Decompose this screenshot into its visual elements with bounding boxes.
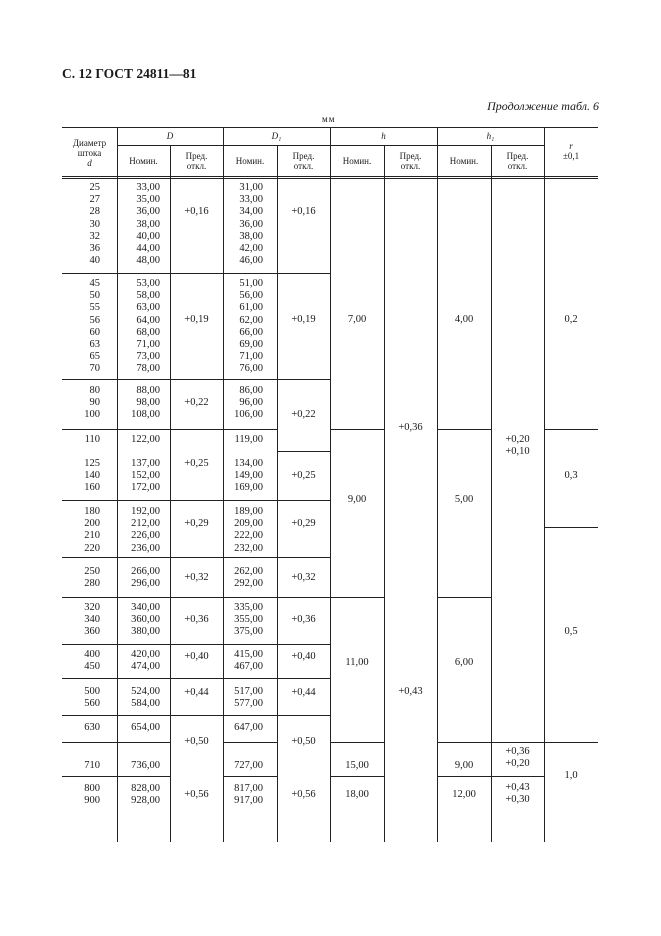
h1-nominal: 9,00 [454,760,474,771]
D1-nominal-values: 189,00 209,00 222,00 232,00 [234,506,263,554]
column-header-h1: h₁ [486,131,495,141]
diameter-values: 250 280 [84,566,100,590]
D-nominal-values: 192,00 212,00 226,00 236,00 [131,506,160,554]
D1-tolerance: +0,25 [291,470,316,481]
D-tolerance: +0,32 [184,572,209,583]
D1-nominal-values: 817,00 917,00 [234,783,263,807]
header-line: Пред. [292,151,315,161]
diameter-values: 320 340 360 [84,602,100,638]
header-line: штока [77,148,102,158]
diameter-values: 180 200 210 220 [84,506,100,554]
subheader-nomin-D1: Номин. [235,156,265,166]
header-line: Пред. [399,151,422,161]
D1-tolerance: +0,32 [291,572,316,583]
r-value: 1,0 [564,770,578,781]
D-nominal-values: 340,00 360,00 380,00 [131,602,160,638]
header-line: Пред. [506,151,529,161]
subheader-pred-D1 [277,151,330,171]
D-nominal-values: 33,00 35,00 36,00 38,00 40,00 44,00 48,00 [136,182,160,267]
diameter-values: 25 27 28 30 32 36 40 [89,182,100,267]
D1-nominal-values: 51,00 56,00 61,00 62,00 66,00 69,00 71,00 76,00 [239,278,263,375]
r-value: 0,5 [564,626,578,637]
diameter-values: 125 140 160 [84,458,100,494]
D-nominal-values: 137,00 152,00 172,00 [131,458,160,494]
subheader-pred-h1 [491,151,544,171]
D-tolerance: +0,44 [184,687,209,698]
h1-nominal: 6,00 [454,657,474,668]
h1-tolerance: +0,20 +0,10 [505,434,530,458]
header-symbol-r: r [569,141,573,151]
D-tolerance: +0,36 [184,614,209,625]
D-tolerance: +0,16 [184,206,209,217]
D1-nominal-values: 86,00 96,00 106,00 [234,385,263,421]
unit-label: мм [322,114,336,124]
h1-tolerance: +0,43 +0,30 [505,782,530,806]
h1-tolerance: +0,36 +0,20 [505,746,530,770]
D1-nominal-values: 335,00 355,00 375,00 [234,602,263,638]
h1-nominal: 4,00 [454,314,474,325]
D-tolerance: +0,50 [184,736,209,747]
D1-nominal-values: 119,00 [234,434,263,445]
r-value: 0,2 [564,314,578,325]
D-tolerance: +0,25 [184,458,209,469]
diameter-values: 400 450 [84,649,100,673]
D1-tolerance: +0,50 [291,736,316,747]
D1-tolerance: +0,40 [291,651,316,662]
D1-tolerance: +0,22 [291,409,316,420]
subheader-pred-D [170,151,223,171]
column-header-r [544,141,598,161]
h-nominal: 18,00 [345,789,369,800]
D1-nominal-values: 415,00 467,00 [234,649,263,673]
h-nominal: 11,00 [345,657,369,668]
header-line: откл. [507,161,528,171]
D-tolerance: +0,29 [184,518,209,529]
diameter-values: 110 [84,434,100,445]
D-tolerance: +0,56 [184,789,209,800]
header-line: откл. [293,161,314,171]
D-nominal-values: 736,00 [131,760,160,771]
header-line: Пред. [185,151,208,161]
subheader-nomin-D: Номин. [129,156,158,166]
column-header-D1: D₁ [271,131,282,141]
D-tolerance: +0,40 [184,651,209,662]
D1-nominal-values: 727,00 [234,760,263,771]
D1-nominal-values: 31,00 33,00 34,00 36,00 38,00 42,00 46,00 [239,182,263,267]
subheader-nomin-h: Номин. [342,156,372,166]
D1-nominal-values: 647,00 [234,722,263,733]
diameter-values: 800 900 [84,783,100,807]
h-nominal: 9,00 [347,494,367,505]
diameter-values: 500 560 [84,686,100,710]
D-nominal-values: 53,00 58,00 63,00 64,00 68,00 71,00 73,00 78,00 [136,278,160,375]
h1-nominal: 5,00 [454,494,474,505]
h1-nominal: 12,00 [452,789,476,800]
D1-tolerance: +0,36 [291,614,316,625]
table-continuation-caption: Продолжение табл. 6 [487,99,599,113]
D-tolerance: +0,22 [184,397,209,408]
D-nominal-values: 828,00 928,00 [131,783,160,807]
D1-tolerance: +0,29 [291,518,316,529]
D-nominal-values: 524,00 584,00 [131,686,160,710]
column-header-h: h [381,131,386,141]
D-nominal-values: 654,00 [131,722,160,733]
r-value: 0,3 [564,470,578,481]
D1-tolerance: +0,19 [291,314,316,325]
subheader-pred-h [384,151,437,171]
header-line: откл. [186,161,207,171]
D1-nominal-values: 517,00 577,00 [234,686,263,710]
diameter-values: 80 90 100 [84,385,100,421]
D1-tolerance: +0,16 [291,206,316,217]
D-tolerance: +0,19 [184,314,209,325]
header-symbol-d: d [87,158,92,168]
h-tolerance: +0,36 [398,422,423,433]
D-nominal-values: 88,00 98,00 108,00 [131,385,160,421]
page-header: С. 12 ГОСТ 24811—81 [62,66,197,81]
D1-tolerance: +0,44 [291,687,316,698]
column-header-diameter [62,138,117,168]
h-tolerance: +0,43 [398,686,423,697]
h-nominal: 7,00 [347,314,367,325]
column-header-D: D [166,131,174,141]
subheader-nomin-h1: Номин. [449,156,479,166]
diameter-values: 45 50 55 56 60 63 65 70 [89,278,100,375]
header-line [62,158,117,168]
D-nominal-values: 122,00 [131,434,160,445]
h-nominal: 15,00 [345,760,369,771]
D-nominal-values: 420,00 474,00 [131,649,160,673]
D-nominal-values: 266,00 296,00 [131,566,160,590]
header-line: ±0,1 [562,151,580,161]
diameter-values: 710 [84,760,100,771]
header-line: откл. [400,161,421,171]
header-line: Диаметр [72,138,107,148]
diameter-values: 630 [84,722,100,733]
D1-nominal-values: 134,00 149,00 169,00 [234,458,263,494]
header-line [544,141,598,151]
D1-tolerance: +0,56 [291,789,316,800]
D1-nominal-values: 262,00 292,00 [234,566,263,590]
